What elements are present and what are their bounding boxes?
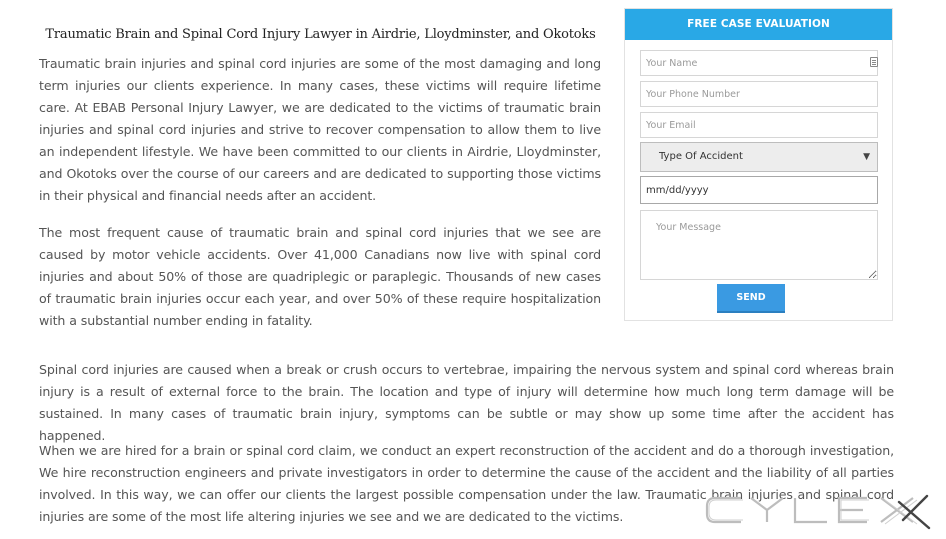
phone-field[interactable] (640, 81, 878, 107)
accident-type-select[interactable] (640, 142, 878, 172)
article-paragraph: When we are hired for a brain or spinal cord claim, we conduct an expert reconstruction of the accident and do a thorough investigation, We hire reconstruction engineers and private investigators in order to determine the cause of the accident and the liability of all parties involved. In this way, we can offer our clients the largest possible compensation under the law. Traumatic brain injuries and spinal cord injuries are some of the most life altering injuries we see and we are dedicated to the victims. (39, 443, 894, 524)
contact-card-icon (870, 57, 878, 67)
email-field[interactable] (640, 112, 878, 138)
accident-type-selected-value: Type Of Accident (659, 151, 743, 162)
send-button[interactable]: SEND (717, 284, 785, 313)
article-paragraph: The most frequent cause of traumatic brain and spinal cord injuries that we see are caused by motor vehicle accidents. Over 41,000 Canadians now live with spinal cord injuries and about 50% of those are quadriplegic or paraplegic. Thousands of new cases of traumatic brain injuries occur each year, and over 50% of these require hospitalization with a substantial number ending in fatality. (39, 225, 601, 328)
form-header: FREE CASE EVALUATION (625, 9, 892, 40)
cylex-watermark-logo (703, 490, 933, 530)
article-paragraph: Spinal cord injuries are caused when a break or crush occurs to vertebrae, impairing the nervous system and spinal cord whereas brain injury is a result of external force to the brain. The location and type of injury will determine how much long term damage will be sustained. In many cases of traumatic brain injury, symptoms can be subtle or may show up some time after the accident has happened. (39, 362, 894, 443)
article-paragraph: Traumatic brain injuries and spinal cord injuries are some of the most damaging and long term injuries our clients experience. In many cases, these victims will require lifetime care. At EBAB Personal Injury Lawyer, we are dedicated to the victims of traumatic brain injuries and spinal cord injuries and strive to recover compensation to allow them to live an independent lifestyle. We have been committed to our clients in Airdrie, Lloydminster, and Okotoks over the course of our careers and are dedicated to supporting those victims in their physical and financial needs after an accident. (39, 56, 601, 203)
name-field[interactable] (640, 50, 878, 76)
page-title: Traumatic Brain and Spinal Cord Injury Lawyer in Airdrie, Lloydminster, and Okotoks (45, 27, 596, 42)
message-field[interactable] (640, 210, 878, 280)
caret-down-icon: ▼ (863, 152, 870, 162)
case-evaluation-form (624, 8, 893, 321)
date-field[interactable] (640, 176, 878, 204)
